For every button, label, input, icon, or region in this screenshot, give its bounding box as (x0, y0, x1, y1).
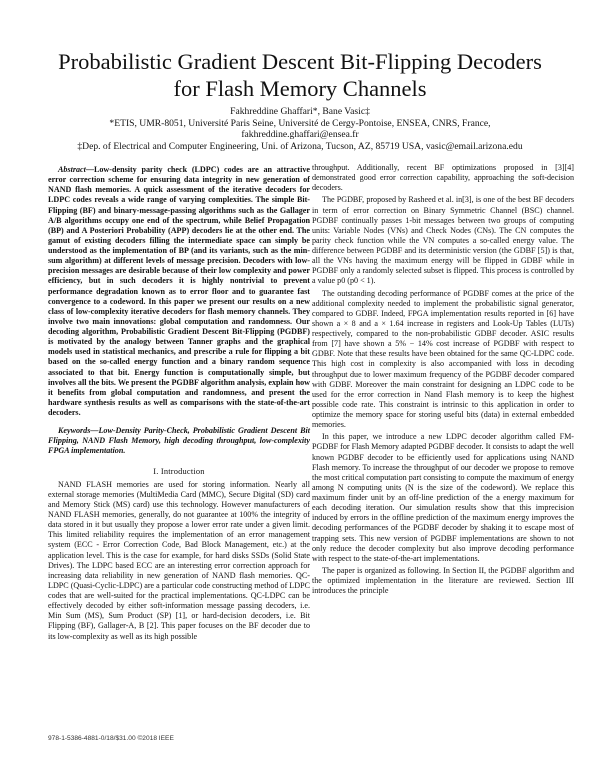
abstract (48, 165, 310, 418)
title-line-2: for Flash Memory Channels (173, 76, 427, 101)
abstract-text: —Low-density parity check (LDPC) codes are an attractive error correction scheme for ensuring data integrity in new generation of NAND flash memories. A quick assessment of the iterative decoders for LDPC codes reveals a wide range of varying complexities. The simple Bit-Flipping (BF) and binary-message-passing algorithms such as the Gallager A/B algorithms occupy one end of the spectrum, while Belief Propagation (BP) and A Posteriori Probability (APP) decoders lie at the other end. The gamut of existing decoders filling the intermediate space can simply be understood as the implementation of BP (and its variants, such as the min-sum algorithm) at different levels of message precision. Decoders with low-precision messages are desirable because of their low complexity and power efficiency, but in such decoders it is highly nontrivial to prevent performance degradation known as to error floor and to guarantee fast convergence to a codeword. In this paper we present our results on a new class of low-complexity iterative decoders for flash memory channels. They involve two main innovations: global computation and randomness. Our decoding algorithm, Probabilistic Gradient Descent Bit-Flipping (PGDBF) is motivated by the analogy between Tanner graphs and the graphical models used in statistical mechanics, and prescribe a rule for flipping a bit based on the so-called energy function and a binary random sequence associated to that bit. Energy function is computationally simple, but involves all the bits. We present the PGDBF algorithm analysis, explain how it benefits from global computation and randomness, and present the hardware synthesis results as well as comparisons with the state-of-the-art decoders. (48, 165, 310, 417)
right-paragraph-5: The paper is organized as following. In Section II, the PGDBF algorithm and the optimized implementation in the literature are reviewed. Section III introduces the principle (312, 565, 574, 596)
abstract-label: Abstract (58, 165, 86, 174)
left-column (48, 165, 310, 642)
keywords-text: —Low-Density Parity-Check, Probabilistic Gradient Descent Bit Flipping, NAND Flash Memory, high decoding throughput, low-complexity FPGA implementation. (48, 426, 310, 456)
affiliation-2: ‡Dep. of Electrical and Computer Engineering, Uni. of Arizona, Tucson, AZ, 85719 USA, vasic@email.arizona.edu (77, 140, 523, 152)
right-paragraph-2: The PGDBF, proposed by Rasheed et al. in[3], is one of the best BF decoders in term of error correction on Binary Symmetric Channel (BSC) channel. PGDBF continually passes 1-bit messages between two groups of computing units: Variable Nodes (VNs) and Check Nodes (CNs). The CN computes the parity check function while the VN computes a so-called energy value. The difference between PGDBF and its deterministic version (the GDBF [5]) is that, all the VNs having the maximum energy will be flipped in GDBF while in PGDBF only a randomly selected subset is flipped. This process is controlled by a value p0 (p0 < 1). (312, 195, 574, 286)
right-paragraph-3: The outstanding decoding performance of PGDBF comes at the price of the additional complexity needed to implement the probabilistic signal generator, compared to GDBF. Indeed, FPGA implementation results reported in [6] have shown a × 8 and a × 1.64 increase in registers and Look-Up Tables (LUTs) respectively, compared to the non-probabilistic GDBF decoder. ASIC results from [7] have shown a 5% − 14% cost increase of PGDBF with respect to GDBF. Note that these results have been obtained for the same QC-LDPC code. This high cost in complexity is also accompanied with loss in decoding throughput due to lower maximum frequency of the PGDBF decoder compared with GDBF. Moreover the main constraint for designing an LDPC code to be used for the error correction in Nand Flash memory is to keep the highest possible code rate. This constraint is intrinsic to this application in order to optimize the memory space for storing useful bits (data) in external embedded memories. (312, 288, 574, 430)
email-1: fakhreddine.ghaffari@ensea.fr (241, 129, 359, 141)
right-paragraph-4: In this paper, we introduce a new LDPC decoder algorithm called FM-PGDBF for Flash Memory adapted PGDBF decoder. It consists to adapt the well known PGDBF decoder to be efficiently used for applications using NAND Flash memory. To increase the throughput of our decoder we propose to remove the most critical computation part consisting to compute the maximum of energy among N computing units (N is the size of the codeword). We replace this maximum finder unit by an off-line prediction of the a energy maximum for each decoding iteration. Our simulation results show that this imprecision induced by errors in the offline prediction of the maximum energy improves the decoding performances of the PGDBF decoder by shaking it to escape most of trapping sets. This new version of PGDBF implementations are shown to not only reduce the decoder complexity but also improve decoding performance with respect to the state-of-the-art implementations. (312, 432, 574, 563)
author-block (30, 106, 570, 152)
intro-paragraph-1: NAND FLASH memories are used for storing information. Nearly all external storage memories (MultiMedia Card (MMC), Secure Digital (SD) card and Memory Stick (MS) card) use this technology. However manufacturers of NAND FLASH memories, generally, do not guarantee at 100% the integrity of data stored in it but usually they propose a lower error rate under a given limit. This limited reliability requires the implementation of an error management system (ECC - Error Correction Code, Bad Block Management, etc.) at the application level. This is the case for example, for hard disks SSDs (Solid State Drives). The LDPC based ECC are an interesting error correction approach for increasing data reliability in new generation of NAND flash memories. QC-LDPC (Quasi-Cyclic-LDPC) are a particular code constructing method of LDPC codes that are well-suited for the practical implementations. QC-LDPC can be effectively decoded by either soft-information message passing decoders, i.e. Min Sum (MS), Sum Product (SP) [1], or hard-decision decoders, i.e. Bit Flipping (BF), Gallager-A, B [2]. This paper focuses on the BF decoder due to its low-complexity as well as its high possible (48, 479, 310, 641)
affiliation-1: *ETIS, UMR-8051, Université Paris Seine, Université de Cergy-Pontoise, ENSEA, CNRS, France, (109, 117, 491, 129)
copyright-footer: 978-1-5386-4881-0/18/$31.00 ©2018 IEEE (48, 735, 174, 742)
author-names: Fakhreddine Ghaffari*, Bane Vasic‡ (230, 106, 370, 117)
title-line-1: Probabilistic Gradient Descent Bit-Flipping Decoders (58, 49, 542, 74)
keywords-label: Keywords (58, 426, 91, 436)
right-column (312, 163, 574, 596)
section-heading-introduction: I. Introduction (153, 466, 205, 476)
right-paragraph-1: throughput. Additionally, recent BF optimizations proposed in [3][4] demonstrated good error correction capability, approaching the soft-decision decoders. (312, 163, 574, 193)
keywords (48, 426, 310, 456)
paper-title (30, 48, 570, 102)
